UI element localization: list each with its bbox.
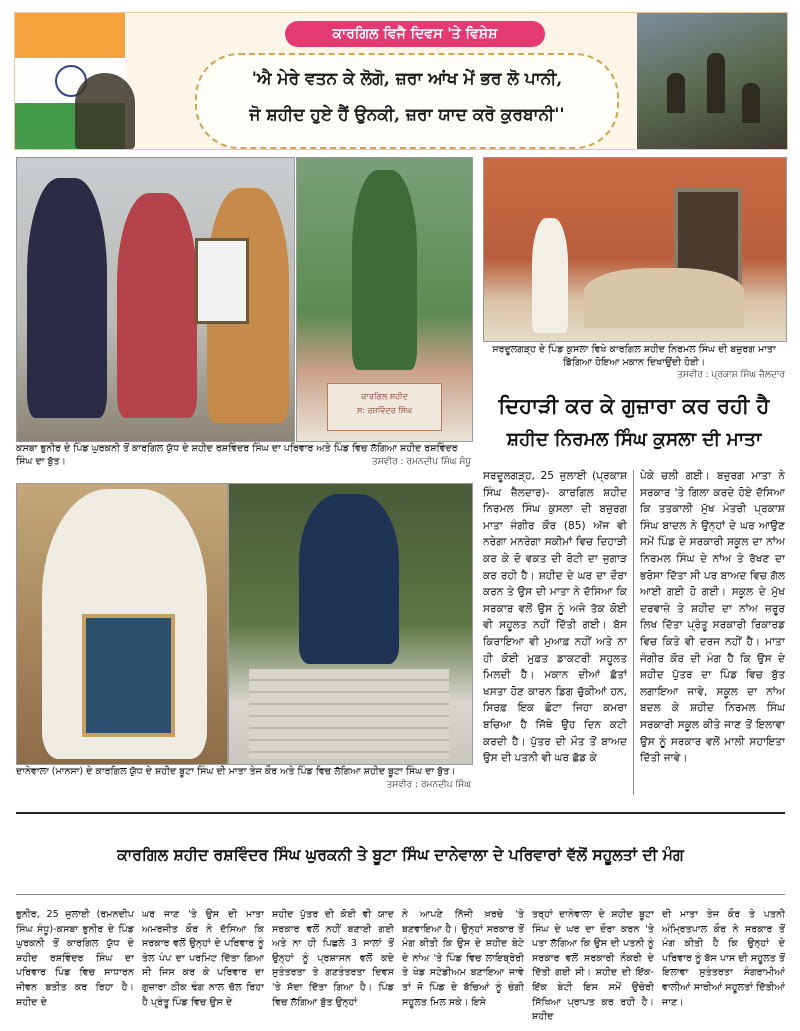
plaque-line-1: ਕਾਰਗਿਲ ਸ਼ਹੀਦ	[361, 392, 408, 401]
story1-headline-2: ਸ਼ਹੀਦ ਨਿਰਮਲ ਸਿੰਘ ਕੁਸਲਾ ਦੀ ਮਾਤਾ	[506, 429, 762, 450]
family-credit: ਤਸਵੀਰ : ਰਮਨਦੀਪ ਸਿੰਘ ਸੰਧੂ	[371, 457, 471, 467]
plaque-line-2: ਸ: ਰਸ਼ਵਿੰਦਰ ਸਿੰਘ	[356, 406, 413, 415]
buta-statue-figure	[299, 494, 399, 664]
banner	[14, 12, 788, 150]
story2-column-1: ਭੁਨੀਰ, 25 ਜੁਲਾਈ (ਰਮਨਦੀਪ ਸਿੰਘ ਸੰਧੂ)-ਕਸਬਾ ਭੁਨੀਰ ਦੇ ਪਿੰਡ ਘੁਰਕਨੀ ਤੋਂ ਕਾਰਗਿਲ ਯੁੱਧ ਦੇ ਸ਼ਹੀਦ ਰਸ਼ਵਿੰਦਰ ਸਿੰਘ ਦਾ ਪਰਿਵਾਰ ਪਿੰਡ ਵਿਚ ਸਾਧਾਰਨ ਜੀਵਨ ਬਤੀਤ ਕਰ ਰਿਹਾ ਹੈ। ਸ਼ਹੀਦ ਦੇ	[16, 909, 134, 1008]
mother-credit: ਤਸਵੀਰ : ਪ੍ਰਕਾਸ਼ ਸਿੰਘ ਜ਼ੈਲਦਾਰ	[677, 370, 785, 380]
statue-figure	[352, 170, 417, 370]
woman-figure	[27, 178, 107, 418]
soldiers-photo-right	[637, 13, 787, 149]
photo-mother-kusla	[483, 157, 787, 342]
section-rule	[16, 812, 785, 814]
family-caption: ਕਸਬਾ ਭੁਨੀਰ ਦੇ ਪਿੰਡ ਘੁਰਕਨੀ ਤੋਂ ਕਾਰਗਿਲ ਯੁੱਧ ਦੇ ਸ਼ਹੀਦ ਰਸ਼ਵਿੰਦਰ ਸਿੰਘ ਦਾ ਪਰਿਵਾਰ ਅਤੇ ਪਿੰਡ ਵਿਚ ਲੱਗਿਆ ਸ਼ਹੀਦ ਰਸ਼ਵਿੰਦਰ ਸਿੰਘ ਦਾ ਬੁੱਤ।	[16, 443, 458, 467]
portrait-frame	[195, 238, 249, 324]
poem-line-1: 'ਐ ਮੇਰੇ ਵਤਨ ਕੇ ਲੋਗੋ, ਜ਼ਰਾ ਆਂਖ ਮੇਂ ਭਰ ਲੋ ਪਾਨੀ,	[251, 69, 563, 89]
elderly-mother-figure	[532, 218, 568, 333]
photo-mother-tej-kaur	[16, 483, 228, 765]
rubble	[584, 268, 744, 328]
mother-caption: ਸਰਦੂਲਗੜ੍ਹ ਦੇ ਪਿੰਡ ਕੁਸਲਾ ਵਿਖੇ ਕਾਰਗਿਲ ਸ਼ਹੀਦ ਨਿਰਮਲ ਸਿੰਘ ਦੀ ਬਜ਼ੁਰਗ ਮਾਤਾ ਡਿੱਗਿਆ ਹੋਇਆ ਮਕਾਨ ਦਿਖਾਉਂਦੀ ਹੋਈ।	[492, 344, 776, 368]
photo-statue-rashwinder	[296, 157, 473, 442]
soldier-silhouette-left	[75, 73, 135, 149]
story2-column-3: ਸ਼ਹੀਦ ਪੁੱਤਰ ਦੀ ਕੋਈ ਵੀ ਯਾਦ ਸਰਕਾਰ ਵਲੋਂ ਨਹੀਂ ਬਣਾਈ ਗਈ ਅਤੇ ਨਾ ਹੀ ਪਿਛਲੇ 3 ਸਾਲਾਂ ਤੋਂ ਉਨ੍ਹਾਂ ਨੂੰ ਪ੍ਰਸ਼ਾਸਨ ਵਲੋਂ ਕਦੇ ਸੁਤੰਤਰਤਾ ਤੇ ਗਣਤੰਤਰਤਾ ਦਿਵਸ 'ਤੇ ਸੱਦਾ ਦਿੱਤਾ ਗਿਆ ਹੈ। ਪਿੰਡ ਵਿਚ ਲੱਗਿਆ ਬੁੱਤ ਉਨ੍ਹਾਂ	[272, 909, 394, 1008]
banner-label: ਕਾਰਗਿਲ ਵਿਜੈ ਦਿਵਸ 'ਤੇ ਵਿਸ਼ੇਸ਼	[285, 21, 545, 47]
story1-column-1: ਸਰਦੂਲਗੜ੍ਹ, 25 ਜੁਲਾਈ (ਪ੍ਰਕਾਸ਼ ਸਿੰਘ ਜ਼ੈਲਦਾਰ)- ਕਾਰਗਿਲ ਸ਼ਹੀਦ ਨਿਰਮਲ ਸਿੰਘ ਕੁਸਲਾ ਦੀ ਬਜ਼ੁਰਗ ਮਾਤਾ ਜੰਗੀਰ ਕੌਰ (85) ਅੱਜ ਵੀ ਨਰੇਗਾ ਮਨਰੇਗਾ ਸਕੀਮਾਂ ਵਿਚ ਦਿਹਾੜੀ ਕਰ ਕੇ ਦੋ ਵਕਤ ਦੀ ਰੋਟੀ ਦਾ ਜੁਗਾੜ ਕਰ ਰਹੀ ਹੈ। ਸ਼ਹੀਦ ਦੇ ਘਰ ਦਾ ਦੌਰਾ ਕਰਨ ਤੇ ਉਸ ਦੀ ਮਾਤਾ ਨੇ ਦੱਸਿਆ ਕਿ ਸਰਕਾਰ ਵਲੋਂ ਉਸ ਨੂੰ ਅਜੇ ਤੱਕ ਕੋਈ ਵੀ ਸਹੂਲਤ ਨਹੀਂ ਦਿੱਤੀ ਗਈ। ਬੱਸ ਕਿਰਾਇਆ ਵੀ ਮੁਆਫ਼ ਨਹੀਂ ਅਤੇ ਨਾ ਹੀ ਕੋਈ ਮੁਫ਼ਤ ਡਾਕਟਰੀ ਸਹੂਲਤ ਮਿਲਦੀ ਹੈ। ਮਕਾਨ ਦੀਆਂ ਛੱਤਾਂ ਖਸਤਾ ਹੋਣ ਕਾਰਨ ਡਿਗ ਚੁੱਕੀਆਂ ਹਨ, ਸਿਰਫ਼ ਇਕ ਛੋਟਾ ਜਿਹਾ ਕਮਰਾ ਬਚਿਆ ਹੈ ਜਿੱਥੇ ਉਹ ਦਿਨ ਕਟੀ ਕਰਦੀ ਹੈ। ਪੁੱਤਰ ਦੀ ਮੌਤ ਤੋਂ ਬਾਅਦ ਉਸ ਦੀ ਪਤਨੀ ਵੀ ਘਰ ਛੱਡ ਕੇ	[483, 470, 627, 765]
photo-family	[16, 157, 295, 442]
photo-statue-buta	[228, 483, 473, 765]
section-rule	[16, 894, 785, 895]
soldier-figure	[742, 83, 760, 123]
column-divider	[633, 470, 634, 795]
story2-column-4: ਨੇ ਆਪਣੇ ਨਿੱਜੀ ਖ਼ਰਚੇ 'ਤੇ ਬਣਵਾਇਆ ਹੈ। ਉਨ੍ਹਾਂ ਸਰਕਾਰ ਤੋਂ ਮੰਗ ਕੀਤੀ ਕਿ ਉਸ ਦੇ ਸ਼ਹੀਦ ਬੇਟੇ ਦੇ ਨਾਂਅ 'ਤੇ ਪਿੰਡ ਵਿਚ ਲਾਇਬ੍ਰੇਰੀ ਤੇ ਖੇਡ ਸਟੇਡੀਅਮ ਬਣਾਇਆ ਜਾਵੇ ਤਾਂ ਜੋ ਪਿੰਡ ਦੇ ਬੱਚਿਆਂ ਨੂੰ ਚੰਗੀ ਸਹੂਲਤ ਮਿਲ ਸਕੇ। ਇਸੇ	[402, 909, 524, 1008]
buta-credit: ਤਸਵੀਰ : ਰਮਨਦੀਪ ਸਿੰਘ	[386, 780, 471, 790]
soldier-figure	[667, 73, 685, 113]
buta-caption: ਦਾਨੇਵਾਲਾ (ਮਾਨਸਾ) ਦੇ ਕਾਰਗਿਲ ਯੁੱਧ ਦੇ ਸ਼ਹੀਦ ਬੂਟਾ ਸਿੰਘ ਦੀ ਮਾਤਾ ਤੇਜ ਕੌਰ ਅਤੇ ਪਿੰਡ ਵਿਚ ਲੱਗਿਆ ਸ਼ਹੀਦ ਬੂਟਾ ਸਿੰਘ ਦਾ ਬੁੱਤ।	[16, 766, 456, 777]
poem-box	[195, 53, 619, 149]
story1-column-2: ਪੇਕੇ ਚਲੀ ਗਈ। ਬਜ਼ੁਰਗ ਮਾਤਾ ਨੇ ਸਰਕਾਰ 'ਤੇ ਗਿਲਾ ਕਰਦੇ ਹੋਏ ਦੱਸਿਆ ਕਿ ਤਤਕਾਲੀ ਮੁੱਖ ਮੰਤਰੀ ਪ੍ਰਕਾਸ਼ ਸਿੰਘ ਬਾਦਲ ਨੇ ਉਨ੍ਹਾਂ ਦੇ ਘਰ ਆਉਣ ਸਮੇਂ ਪਿੰਡ ਦੇ ਸਰਕਾਰੀ ਸਕੂਲ ਦਾ ਨਾਂਅ ਨਿਰਮਲ ਸਿੰਘ ਦੇ ਨਾਂਅ ਤੇ ਰੱਖਣ ਦਾ ਭਰੋਸਾ ਦਿੱਤਾ ਸੀ ਪਰ ਬਾਅਦ ਵਿਚ ਗੱਲ ਆਈ ਗਈ ਹੋ ਗਈ। ਸਕੂਲ ਦੇ ਮੁੱਖ ਦਰਵਾਜ਼ੇ ਤੇ ਸ਼ਹੀਦ ਦਾ ਨਾਂਅ ਜ਼ਰੂਰ ਲਿਖ ਦਿੱਤਾ ਪ੍ਰੰਤੂ ਸਰਕਾਰੀ ਰਿਕਾਰਡ ਵਿਚ ਕਿਤੇ ਵੀ ਦਰਜ ਨਹੀਂ ਹੈ। ਮਾਤਾ ਜੰਗੀਰ ਕੌਰ ਦੀ ਮੰਗ ਹੈ ਕਿ ਉਸ ਦੇ ਸ਼ਹੀਦ ਪੁੱਤਰ ਦਾ ਪਿੰਡ ਵਿਚ ਬੁੱਤ ਲਗਾਇਆ ਜਾਵੇ, ਸਕੂਲ ਦਾ ਨਾਂਅ ਬਦਲ ਕੇ ਸ਼ਹੀਦ ਨਿਰਮਲ ਸਿੰਘ ਸਰਕਾਰੀ ਸਕੂਲ ਕੀਤੇ ਜਾਣ ਤੋਂ ਇਲਾਵਾ ਉਸ ਨੂੰ ਸਰਕਾਰ ਵਲੋਂ ਮਾਲੀ ਸਹਾਇਤਾ ਦਿੱਤੀ ਜਾਵੇ।	[640, 470, 785, 765]
story2-column-5: ਤਰ੍ਹਾਂ ਦਾਨੇਵਾਲਾ ਦੇ ਸ਼ਹੀਦ ਬੂਟਾ ਸਿੰਘ ਦੇ ਘਰ ਦਾ ਦੌਰਾ ਕਰਨ 'ਤੇ ਪਤਾ ਲੱਗਿਆ ਕਿ ਉਸ ਦੀ ਪਤਨੀ ਨੂੰ ਸਰਕਾਰ ਵਲੋਂ ਸਰਕਾਰੀ ਨੌਕਰੀ ਦੇ ਦਿੱਤੀ ਗਈ ਸੀ। ਸ਼ਹੀਦ ਦੀ ਇੱਕ-ਇੱਕ ਬੇਟੀ ਇਸ ਸਮੇਂ ਉਚੇਰੀ ਸਿੱਖਿਆ ਪ੍ਰਾਪਤ ਕਰ ਰਹੀ ਹੈ। ਸ਼ਹੀਦ	[532, 909, 654, 1023]
story2-column-6: ਦੀ ਮਾਤਾ ਤੇਜ ਕੌਰ ਤੇ ਪਤਨੀ ਅੰਮ੍ਰਿਤਪਾਲ ਕੌਰ ਨੇ ਸਰਕਾਰ ਤੋਂ ਮੰਗ ਕੀਤੀ ਹੈ ਕਿ ਉਨ੍ਹਾਂ ਦੇ ਪਰਿਵਾਰ ਨੂੰ ਬੱਸ ਪਾਸ ਦੀ ਸਹੂਲਤ ਤੋਂ ਇਲਾਵਾ ਸੁਤੰਤਰਤਾ ਸੰਗਰਾਮੀਆਂ ਵਾਲੀਆਂ ਸਾਰੀਆਂ ਸਹੂਲਤਾਂ ਦਿੱਤੀਆਂ ਜਾਣ।	[662, 909, 785, 1008]
portrait-frame	[82, 614, 175, 737]
memorial-slab	[249, 669, 449, 759]
story1-headline-1: ਦਿਹਾੜੀ ਕਰ ਕੇ ਗੁਜ਼ਾਰਾ ਕਰ ਰਹੀ ਹੈ	[498, 393, 770, 418]
soldier-figure	[707, 53, 725, 113]
poem-line-2: ਜੋ ਸ਼ਹੀਦ ਹੁਏ ਹੈਂ ਉਨਕੀ, ਜ਼ਰਾ ਯਾਦ ਕਰੋ ਕੁਰਬਾਨੀ''	[249, 105, 565, 125]
statue-plaque	[327, 383, 442, 431]
story2-column-2: ਘਰ ਜਾਣ 'ਤੇ ਉਸ ਦੀ ਮਾਤਾ ਅਮਰਜੀਤ ਕੌਰ ਨੇ ਦੱਸਿਆ ਕਿ ਸਰਕਾਰ ਵਲੋਂ ਉਨ੍ਹਾਂ ਦੇ ਪਰਿਵਾਰ ਨੂੰ ਤੇਲ ਪੰਪ ਦਾ ਪਰਮਿਟ ਦਿੱਤਾ ਗਿਆ ਸੀ ਜਿਸ ਕਰ ਕੇ ਪਰਿਵਾਰ ਦਾ ਗੁਜ਼ਾਰਾ ਠੀਕ ਢੰਗ ਨਾਲ ਚੱਲ ਰਿਹਾ ਹੈ ਪ੍ਰੰਤੂ ਪਿੰਡ ਵਿਚ ਉਸ ਦੇ	[142, 909, 264, 1008]
story2-headline: ਕਾਰਗਿਲ ਸ਼ਹੀਦ ਰਸ਼ਵਿੰਦਰ ਸਿੰਘ ਘੁਰਕਨੀ ਤੇ ਬੂਟਾ ਸਿੰਘ ਦਾਨੇਵਾਲਾ ਦੇ ਪਰਿਵਾਰਾਂ ਵੱਲੋਂ ਸਹੂਲਤਾਂ ਦੀ ਮੰਗ	[117, 845, 684, 864]
man-figure	[117, 193, 197, 418]
